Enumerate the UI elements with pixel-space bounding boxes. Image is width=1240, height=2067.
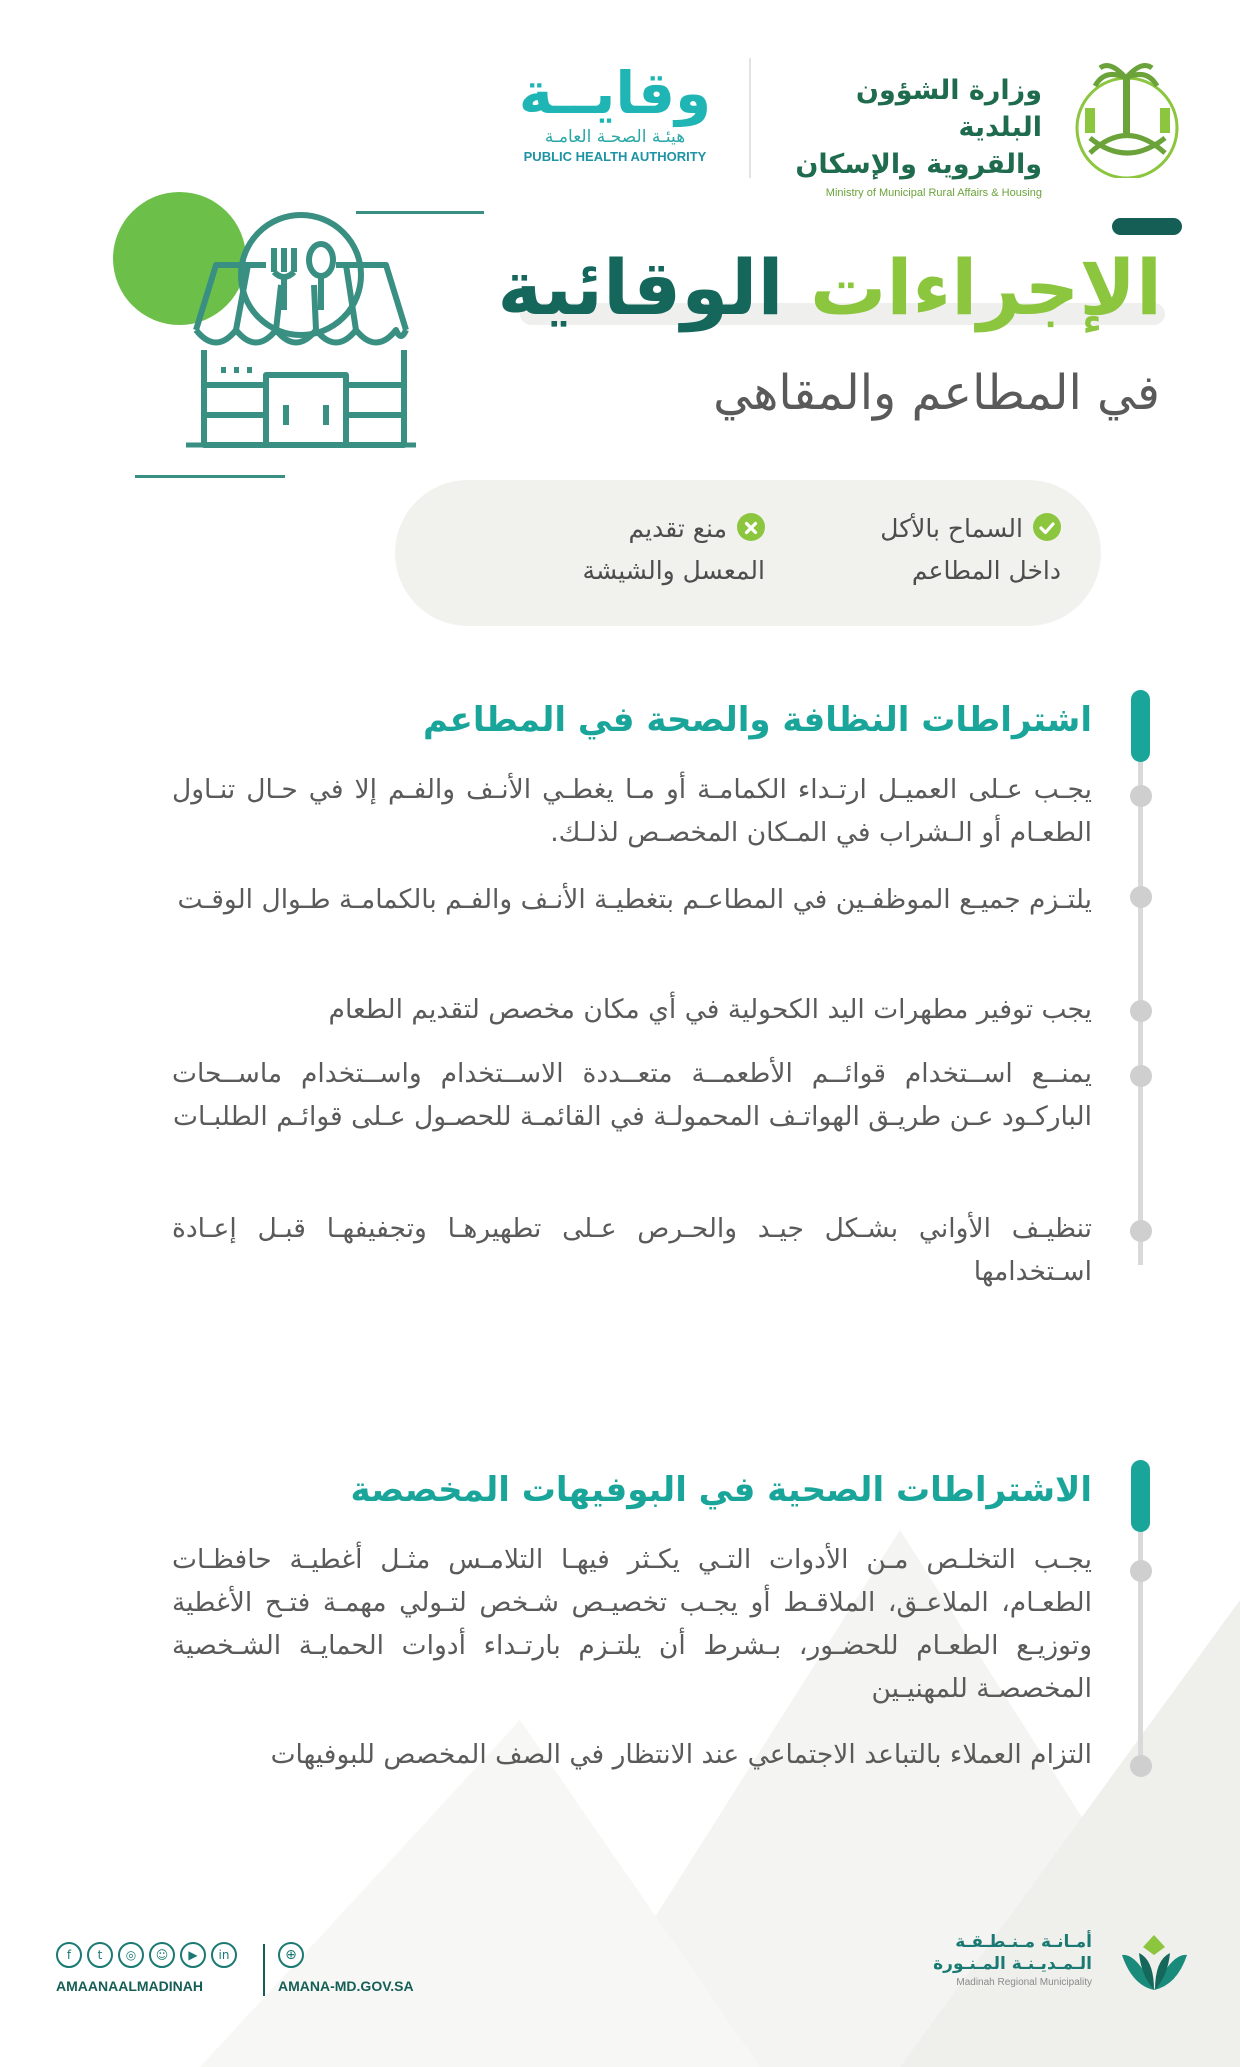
list-item: التزام العملاء بالتباعد الاجتماعي عند الانتظار في الصف المخصص للبوفيهات (270, 1739, 1092, 1770)
timeline-dot (1130, 1560, 1152, 1582)
hero-decor-line (135, 475, 285, 478)
municipality-name-line2: الـمـديـنـة المـنـورة (933, 1954, 1092, 1974)
cross-icon (737, 513, 765, 541)
social-handle[interactable]: AMAANAALMADINAH (56, 1978, 203, 1994)
globe-icon: ⊕ (278, 1942, 304, 1968)
authority-name-en: PUBLIC HEALTH AUTHORITY (523, 149, 707, 164)
title-word-1: الإجراءات (809, 243, 1162, 332)
banned-rule (583, 508, 765, 592)
municipality-name-en: Madinah Regional Municipality (956, 1977, 1092, 1988)
page-subtitle: في المطاعم والمقاهي (713, 365, 1160, 421)
municipality-emblem-icon (1117, 1925, 1192, 1995)
timeline-cap (1131, 1460, 1150, 1532)
allowed-rule (880, 508, 1061, 592)
banned-rule-line2: المعسل والشيشة (582, 556, 765, 585)
footer-contact (56, 1942, 476, 2002)
rules-summary (395, 480, 1101, 626)
list-item: يجـب التخلـص مـن الأدوات التـي يكـثر فيهـا التلامـس مثـل أغطيـة حافظـات الطعـام، الملاعـق، الملاقـط أو يجـب تخصيـص شـخص لتـولي مهمـة فتـح الأغطية وتوزيـع الطعـام للحضـور، بـشرط أن يلتـزم بارتـداء أدوات الحمايـة الشـخصية المخصصـة للمهنيـين (172, 1544, 1092, 1704)
youtube-icon[interactable]: ▶ (180, 1942, 206, 1968)
timeline-dot (1130, 1000, 1152, 1022)
timeline-cap (1131, 690, 1150, 762)
authority-subtitle-ar: هيئـة الصحـة العامـة (544, 127, 686, 147)
list-item: يمنــع اســتخدام قوائــم الأطعمــة متعــددة الاســتخدام واســتخدام ماســحات الباركـود عـن طريـق الهواتـف المحمولـة في القائمـة للحصـول عـلى قوائـم الطلبـات (172, 1058, 1092, 1132)
public-health-authority-logo (510, 60, 720, 180)
list-item: تنظيـف الأواني بشـكل جيـد والحـرص عـلى تطهيرهـا وتجفيفهـا قبـل إعـادة اسـتخدامها (172, 1213, 1092, 1287)
linkedin-icon[interactable]: in (211, 1942, 237, 1968)
footer-divider (263, 1944, 265, 1996)
page-title (497, 238, 1162, 338)
saudi-emblem-icon (1065, 58, 1190, 178)
section-title-hygiene: اشتراطات النظافة والصحة في المطاعم (423, 700, 1092, 740)
authority-name-ar: وقايــة (518, 59, 712, 127)
title-accent-bar (1112, 218, 1182, 235)
municipality-logo (922, 1925, 1192, 2000)
check-icon (1033, 513, 1061, 541)
logo-divider (749, 58, 751, 178)
timeline-dot (1130, 1755, 1152, 1777)
allowed-rule-line1: السماح بالأكل (880, 514, 1023, 543)
banned-rule-line1: منع تقديم (628, 514, 727, 543)
ministry-name-en: Ministry of Municipal Rural Affairs & Housing (825, 187, 1042, 199)
facebook-icon[interactable]: f (56, 1942, 82, 1968)
restaurant-store-icon (186, 210, 416, 450)
timeline-dot (1130, 886, 1152, 908)
timeline-dot (1130, 785, 1152, 807)
list-item: يجـب عـلى العميـل ارتـداء الكمامـة أو مـا يغطـي الأنـف والفـم إلا في حـال تنـاول الطعـام أو الـشراب في المـكان المخصـص لذلـك. (172, 774, 1092, 848)
ministry-logo (760, 58, 1190, 199)
social-links (56, 1942, 237, 1968)
allowed-rule-line2: داخل المطاعم (911, 556, 1061, 585)
ministry-name-line2: والقروية والإسكان (795, 149, 1042, 180)
website-link[interactable]: AMANA-MD.GOV.SA (278, 1978, 414, 1994)
instagram-icon[interactable]: ◎ (118, 1942, 144, 1968)
snapchat-icon[interactable]: ☺ (149, 1942, 175, 1968)
title-word-2: الوقائية (497, 243, 784, 332)
section-title-buffets: الاشتراطات الصحية في البوفيهات المخصصة (350, 1470, 1092, 1510)
municipality-name-line1: أمـانـة مـنـطـقـة (955, 1932, 1092, 1952)
timeline-dot (1130, 1220, 1152, 1242)
ministry-name-line1: وزارة الشؤون البلدية (855, 75, 1042, 143)
timeline-dot (1130, 1065, 1152, 1087)
list-item: يجب توفير مطهرات اليد الكحولية في أي مكان مخصص لتقديم الطعام (328, 994, 1092, 1025)
twitter-icon[interactable]: t (87, 1942, 113, 1968)
list-item: يلتـزم جميـع الموظفـين في المطاعـم بتغطيـة الأنـف والفـم بالكمامـة طـوال الوقـت (177, 884, 1092, 915)
